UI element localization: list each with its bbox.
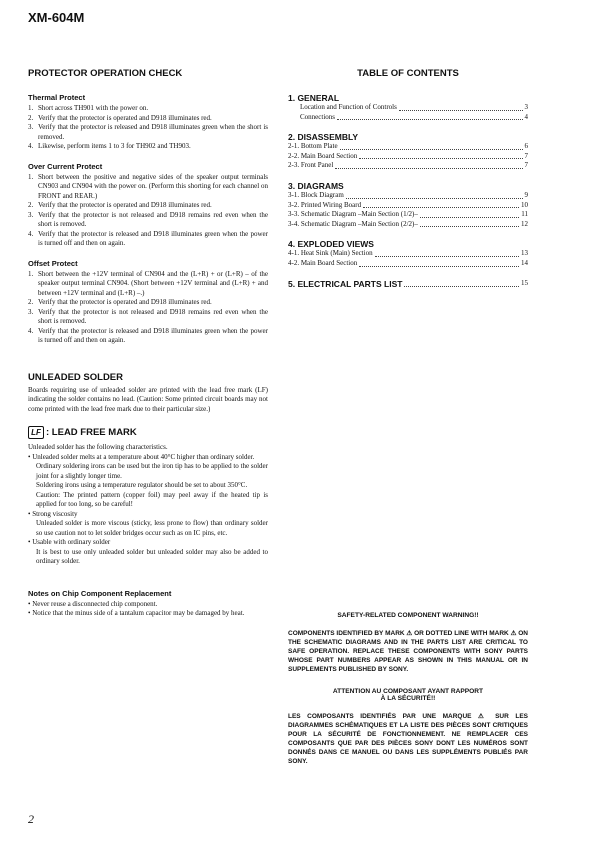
toc-section-disassembly: 2. DISASSEMBLY	[288, 132, 359, 143]
toc-entry[interactable]: Location and Function of Controls 3	[300, 103, 528, 111]
unleaded-bullet-melts: • Unleaded solder melts at a temperature about 40°C higher than ordinary solder.	[28, 452, 255, 461]
list-item: 1. Short across TH901 with the power on.	[28, 104, 149, 112]
list-item: 2. Verify that the protector is operated and D918 illuminates red.	[28, 113, 212, 122]
toc-entry[interactable]: Connections 4	[300, 112, 528, 121]
toc-entry[interactable]: 4-2. Main Board Section 14	[288, 258, 528, 267]
model-title: XM-604M	[28, 10, 85, 25]
chip-bullet: • Never reuse a disconnected chip component.	[28, 599, 158, 608]
over-current-protect-title: Over Current Protect	[28, 161, 103, 171]
lead-free-mark-title: LF : LEAD FREE MARK	[28, 426, 268, 439]
page-number: 2	[28, 812, 34, 826]
toc-entry[interactable]: 3-2. Printed Wiring Board 10	[288, 200, 528, 209]
unleaded-bullet-melts-detail: Ordinary soldering irons can be used but the iron tip has to be applied to the solder joint for a slightly longer time.	[36, 462, 268, 480]
unleaded-solder-title: UNLEADED SOLDER	[28, 371, 124, 383]
safety-warning-fr-title-2: À LA SÉCURITÉ!!	[380, 695, 436, 702]
toc-entry[interactable]: 3-1. Block Diagram 9	[288, 190, 528, 199]
lead-free-logo-icon: LF	[28, 426, 44, 439]
toc-entry[interactable]: 2-2. Main Board Section 7	[288, 151, 528, 160]
toc-entry[interactable]: 4-1. Heat Sink (Main) Section 13	[288, 249, 528, 258]
thermal-protect-list	[28, 104, 268, 152]
left-column	[28, 68, 268, 619]
unleaded-bullet-melts-detail: Soldering irons using a temperature regulator should be set to about 350°C.	[36, 481, 248, 489]
over-current-protect-list	[28, 173, 268, 249]
chip-bullet: • Notice that the minus side of a tantalum capacitor may be damaged by heat.	[28, 609, 245, 617]
toc-entry[interactable]: 3-4. Schematic Diagram –Main Section (2/2)– 12	[288, 219, 528, 228]
safety-warning	[288, 612, 528, 766]
unleaded-solder-body: Boards requiring use of unleaded solder are printed with the lead free mark (LF) indicating the solder contains no lead. (Caution: Some printed circuit boards may not come printed with the lead free mark due to their particular size.)	[28, 385, 268, 413]
unleaded-bullet-viscosity: • Strong viscosity	[28, 509, 78, 518]
toc-title: TABLE OF CONTENTS	[357, 68, 459, 79]
list-item: 3. Verify that the protector is released and D918 illuminates green when the short is removed.	[28, 123, 268, 141]
safety-warning-fr-body: LES COMPOSANTS IDENTIFIÉS PAR UNE MARQUE ⚠ SUR LES DIAGRAMMES SCHÉMATIQUES ET LA LISTE DES PIÈCES SONT CRITIQUES POUR LA SÉCURITÉ DE FONCTIONNEMENT. NE REMPLACER CES COMPOSANTS QUE PAR DES PIÈCES SONY DONT LES NUMÉROS SONT DONNÉS DANS CE MANUEL OU DANS LES SUPPLÉMENTS PUBLIÉS PAR SONY.	[288, 713, 528, 765]
table-of-contents	[288, 68, 528, 289]
chip-component-title: Notes on Chip Component Replacement	[28, 588, 172, 598]
list-item: 2. Verify that the protector is operated and D918 illuminates red.	[28, 201, 212, 209]
safety-warning-title: SAFETY-RELATED COMPONENT WARNING!!	[337, 612, 479, 619]
offset-protect-title: Offset Protect	[28, 258, 78, 268]
list-item: 3. Verify that the protector is not released and D918 remains red even when the short is removed.	[28, 307, 268, 325]
unleaded-bullet-melts-caution: Caution: The printed pattern (copper foil) may peel away if the heated tip is applied for too long, so be careful!	[36, 490, 268, 508]
list-item: 4. Likewise, perform items 1 to 3 for TH902 and TH903.	[28, 142, 191, 150]
toc-section-general: 1. GENERAL	[288, 93, 340, 103]
list-item: 2. Verify that the protector is operated and D918 illuminates red.	[28, 298, 212, 306]
offset-protect-list	[28, 270, 268, 346]
unleaded-bullet-usable-detail: It is best to use only unleaded solder but unleaded solder may also be added to ordinary solder.	[36, 547, 268, 565]
list-item: 3. Verify that the protector is not released and D918 remains red even when the short is removed.	[28, 210, 268, 228]
toc-section-exploded-views: 4. EXPLODED VIEWS	[288, 239, 374, 250]
toc-entry[interactable]: 2-3. Front Panel 7	[288, 161, 528, 170]
unleaded-intro: Unleaded solder has the following characteristics.	[28, 443, 168, 451]
list-item: 1. Short between the +12V terminal of CN904 and the (L+R) + or (L+R) – of the speaker output terminal CN904. (Short between +12V terminal and (L+R) + and between +12V terminal and (L+R) –.)	[28, 269, 268, 297]
safety-warning-fr-title: ATTENTION AU COMPOSANT AYANT RAPPORT	[332, 688, 484, 695]
toc-section-electrical-parts-list[interactable]: 5. ELECTRICAL PARTS LIST 15	[288, 278, 528, 289]
list-item: 1. Short between the positive and negative sides of the speaker output terminals CN903 and CN904 with the power on. (Perform this shorting for each channel on FRONT and REAR.)	[28, 172, 268, 200]
toc-entry[interactable]: 2-1. Bottom Plate 6	[288, 142, 528, 151]
unleaded-bullet-usable: • Usable with ordinary solder	[28, 538, 111, 546]
list-item: 4. Verify that the protector is released and D918 illuminates green when the power is turned off and then on again.	[28, 326, 268, 344]
toc-entry[interactable]: 3-3. Schematic Diagram –Main Section (1/2)– 11	[288, 210, 528, 219]
protector-title: PROTECTOR OPERATION CHECK	[28, 68, 183, 79]
thermal-protect-title: Thermal Protect	[28, 93, 86, 102]
safety-warning-body: COMPONENTS IDENTIFIED BY MARK ⚠ OR DOTTED LINE WITH MARK ⚠ ON THE SCHEMATIC DIAGRAMS AND IN THE PARTS LIST ARE CRITICAL TO SAFE OPERATION. REPLACE THESE COMPONENTS WITH SONY PARTS WHOSE PART NUMBERS APPEAR AS SHOWN IN THIS MANUAL OR IN SUPPLEMENTS PUBLISHED BY SONY.	[288, 630, 528, 673]
unleaded-bullet-viscosity-detail: Unleaded solder is more viscous (sticky, less prone to flow) than ordinary solder so use caution not to let solder bridges occur such as on IC pins, etc.	[36, 519, 268, 537]
list-item: 4. Verify that the protector is released and D918 illuminates green when the power is turned off and then on again.	[28, 229, 268, 247]
toc-section-diagrams: 3. DIAGRAMS	[288, 180, 344, 191]
